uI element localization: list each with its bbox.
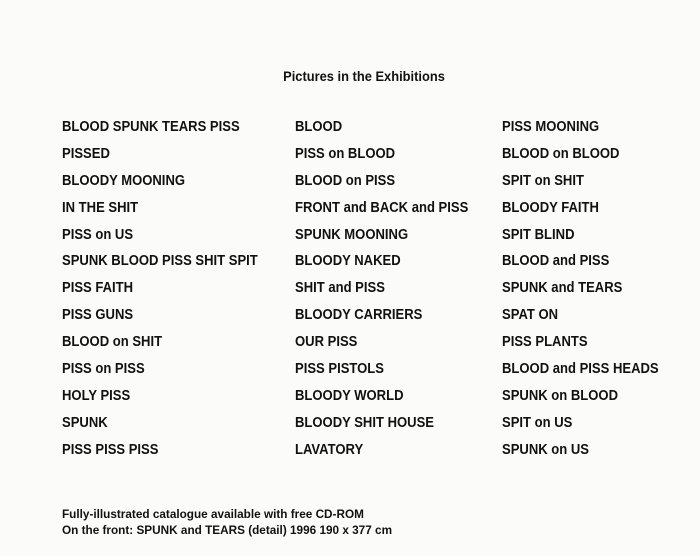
list-item: BLOODY WORLD (295, 387, 404, 404)
list-item: SPIT BLIND (502, 226, 575, 243)
list-item: BLOOD and PISS (502, 253, 610, 270)
list-item: PISS on BLOOD (295, 145, 396, 162)
list-item: BLOODY CARRIERS (295, 307, 423, 324)
title-column-2 (295, 118, 488, 468)
list-item: PISSED (62, 145, 110, 162)
list-item: BLOOD on PISS (295, 172, 396, 189)
list-item: BLOOD SPUNK TEARS PISS (62, 119, 240, 135)
cover-credit: On the front: SPUNK and TEARS (detail) 1996 190 x 377 cm (62, 523, 393, 537)
list-item: SPUNK and TEARS (502, 280, 623, 297)
page-title: Pictures in the Exhibitions (283, 68, 445, 84)
list-item: PISS MOONING (502, 119, 600, 135)
list-item: BLOODY MOONING (62, 172, 186, 189)
title-column-1 (62, 118, 280, 468)
list-item: BLOOD on SHIT (62, 334, 163, 351)
list-item: SPAT ON (502, 307, 559, 324)
list-item: BLOODY FAITH (502, 199, 599, 216)
list-item: SHIT and PISS (295, 280, 385, 297)
list-item: PISS FAITH (62, 280, 134, 297)
list-item: PISS PLANTS (502, 334, 588, 351)
list-item: BLOODY NAKED (295, 253, 401, 270)
title-column-3 (502, 118, 676, 468)
list-item: SPUNK on US (502, 441, 590, 458)
list-item: PISS on PISS (62, 361, 145, 378)
footer-note (62, 506, 399, 538)
list-item: SPUNK on BLOOD (502, 387, 619, 404)
list-item: IN THE SHIT (62, 199, 139, 216)
list-item: BLOOD and PISS HEADS (502, 361, 659, 378)
list-item: PISS GUNS (62, 307, 134, 324)
list-item: PISS on US (62, 226, 134, 243)
list-item: SPUNK BLOOD PISS SHIT SPIT (62, 253, 258, 270)
list-item: SPIT on SHIT (502, 172, 584, 189)
list-item: SPIT on US (502, 414, 573, 431)
list-item: FRONT and BACK and PISS (295, 199, 469, 216)
list-item: BLOODY SHIT HOUSE (295, 414, 434, 431)
list-item: PISS PISTOLS (295, 361, 384, 378)
list-item: SPUNK MOONING (295, 226, 409, 243)
list-item: PISS PISS PISS (62, 441, 159, 458)
list-item: SPUNK (62, 414, 108, 431)
list-item: HOLY PISS (62, 387, 131, 404)
list-item: BLOOD (295, 119, 343, 135)
list-item: LAVATORY (295, 441, 364, 458)
list-item: BLOOD on BLOOD (502, 145, 620, 162)
list-item: OUR PISS (295, 334, 358, 351)
catalogue-note: Fully-illustrated catalogue available with free CD-ROM (62, 507, 364, 521)
